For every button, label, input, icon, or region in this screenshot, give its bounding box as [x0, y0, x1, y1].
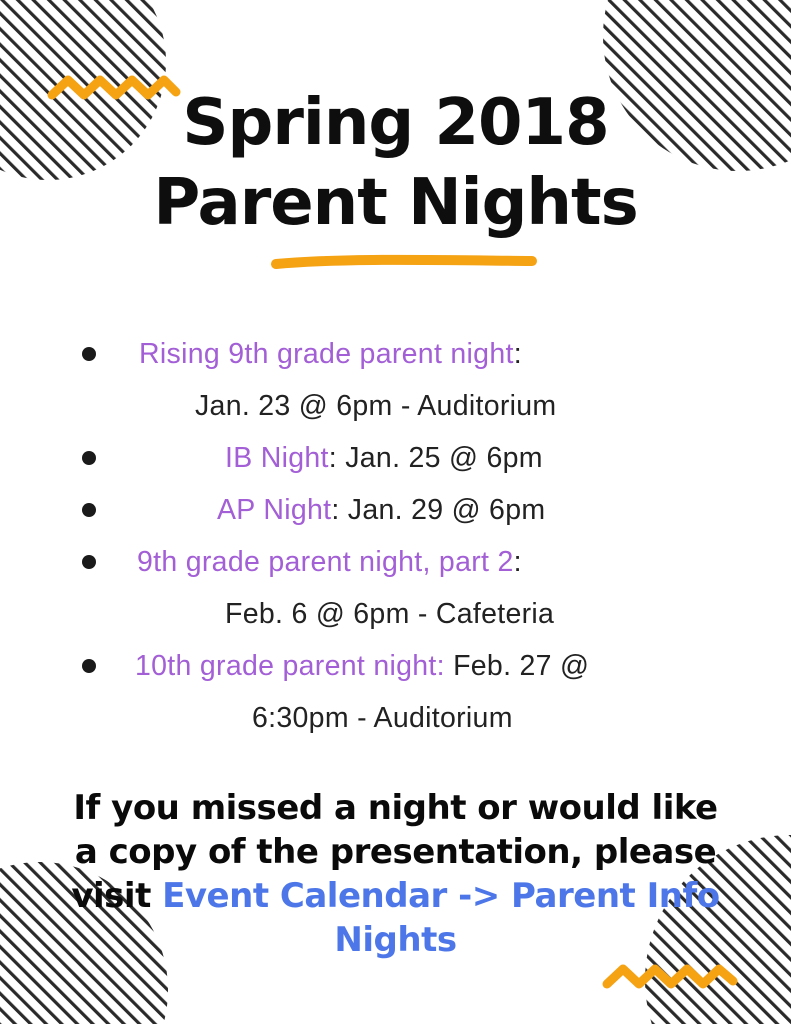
event-2-line	[225, 440, 543, 476]
bullet-icon	[82, 659, 96, 673]
event-4-sep: :	[513, 546, 522, 578]
footer-line-3	[0, 874, 791, 918]
event-2-detail: Jan. 25 @ 6pm	[337, 442, 543, 474]
event-5-detail-a: Feb. 27 @	[444, 650, 590, 682]
bullet-icon	[82, 347, 96, 361]
footer-line-1: If you missed a night or would like	[73, 788, 718, 828]
bullet-icon	[82, 451, 96, 465]
event-4-detail: Feb. 6 @ 6pm - Cafeteria	[225, 598, 555, 630]
event-1-heading	[139, 336, 522, 372]
footer-line-4	[0, 918, 791, 962]
footer-line-2: a copy of the presentation, please	[74, 832, 717, 872]
parent-info-nights-link[interactable]: Nights	[334, 920, 457, 960]
footer-visit-prefix: visit	[71, 876, 163, 916]
bullet-icon	[82, 555, 96, 569]
event-1-sep: :	[513, 338, 522, 370]
event-5-detail-b: 6:30pm - Auditorium	[252, 702, 513, 734]
event-3-detail: Jan. 29 @ 6pm	[339, 494, 546, 526]
bullet-icon	[82, 503, 96, 517]
event-4-name: 9th grade parent night, part 2	[137, 546, 514, 578]
event-5-name: 10th grade parent night:	[135, 650, 445, 682]
event-calendar-link[interactable]: Event Calendar -> Parent Info	[162, 876, 720, 916]
event-2-name: IB Night	[225, 442, 329, 474]
page-title-line-1: Spring 2018	[182, 86, 609, 160]
event-3-sep: :	[331, 494, 340, 526]
event-1-name: Rising 9th grade parent night	[139, 338, 514, 370]
event-1-detail: Jan. 23 @ 6pm - Auditorium	[195, 390, 557, 422]
event-4-heading	[137, 544, 522, 580]
event-3-line	[217, 492, 545, 528]
event-3-name: AP Night	[217, 494, 332, 526]
event-5-heading	[135, 648, 589, 684]
page-title-line-2: Parent Nights	[153, 166, 638, 240]
event-2-sep: :	[328, 442, 337, 474]
